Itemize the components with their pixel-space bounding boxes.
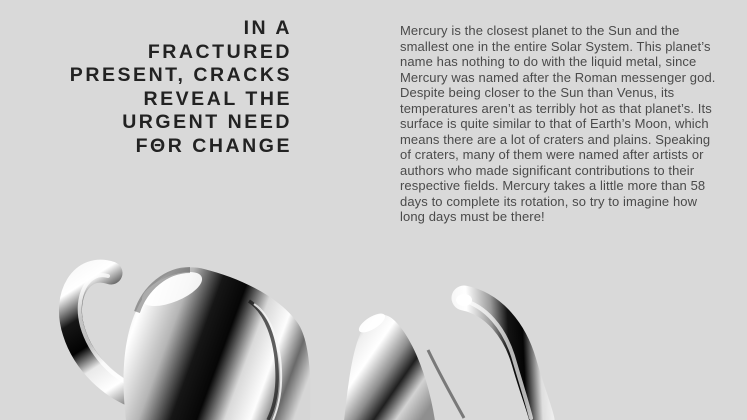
headline-line: FRACTURED [147, 40, 292, 63]
headline-line: IN A [243, 17, 292, 39]
headline [0, 17, 292, 158]
headline-line: URGENT NEED [122, 111, 292, 133]
specular-highlight [456, 294, 472, 306]
mercury-paragraph: Mercury is the closest planet to the Sun and the smallest one in the entire Solar System. This planet’s name has nothing to do with the liquid metal, since Mercury was named after the Roman messenger god. Despite being closer to the Sun than Venus, its temperatures aren’t as terribly hot as that planet’s. Its surface is quite similar to that of Earth’s Moon, which means there are a lot of craters and plains. Speaking of craters, many of them were named after artists or authors who made significant contributions to their respective fields. Mercury takes a little more than 58 days to complete its rotation, so try to imagine how long days must be there! [400, 23, 716, 224]
headline-line: REVEAL THE [143, 87, 292, 110]
headline-line: FΘR CHANGE [135, 134, 292, 157]
headline-line: PRESENT, CRACKS [69, 64, 292, 86]
chrome-crease-line [428, 350, 464, 418]
chrome-sculpture-mound-prong [344, 294, 542, 420]
chrome-mound-path [344, 315, 435, 420]
chrome-prong-path [464, 298, 542, 420]
chrome-sculpture-hook-blob [70, 265, 310, 420]
